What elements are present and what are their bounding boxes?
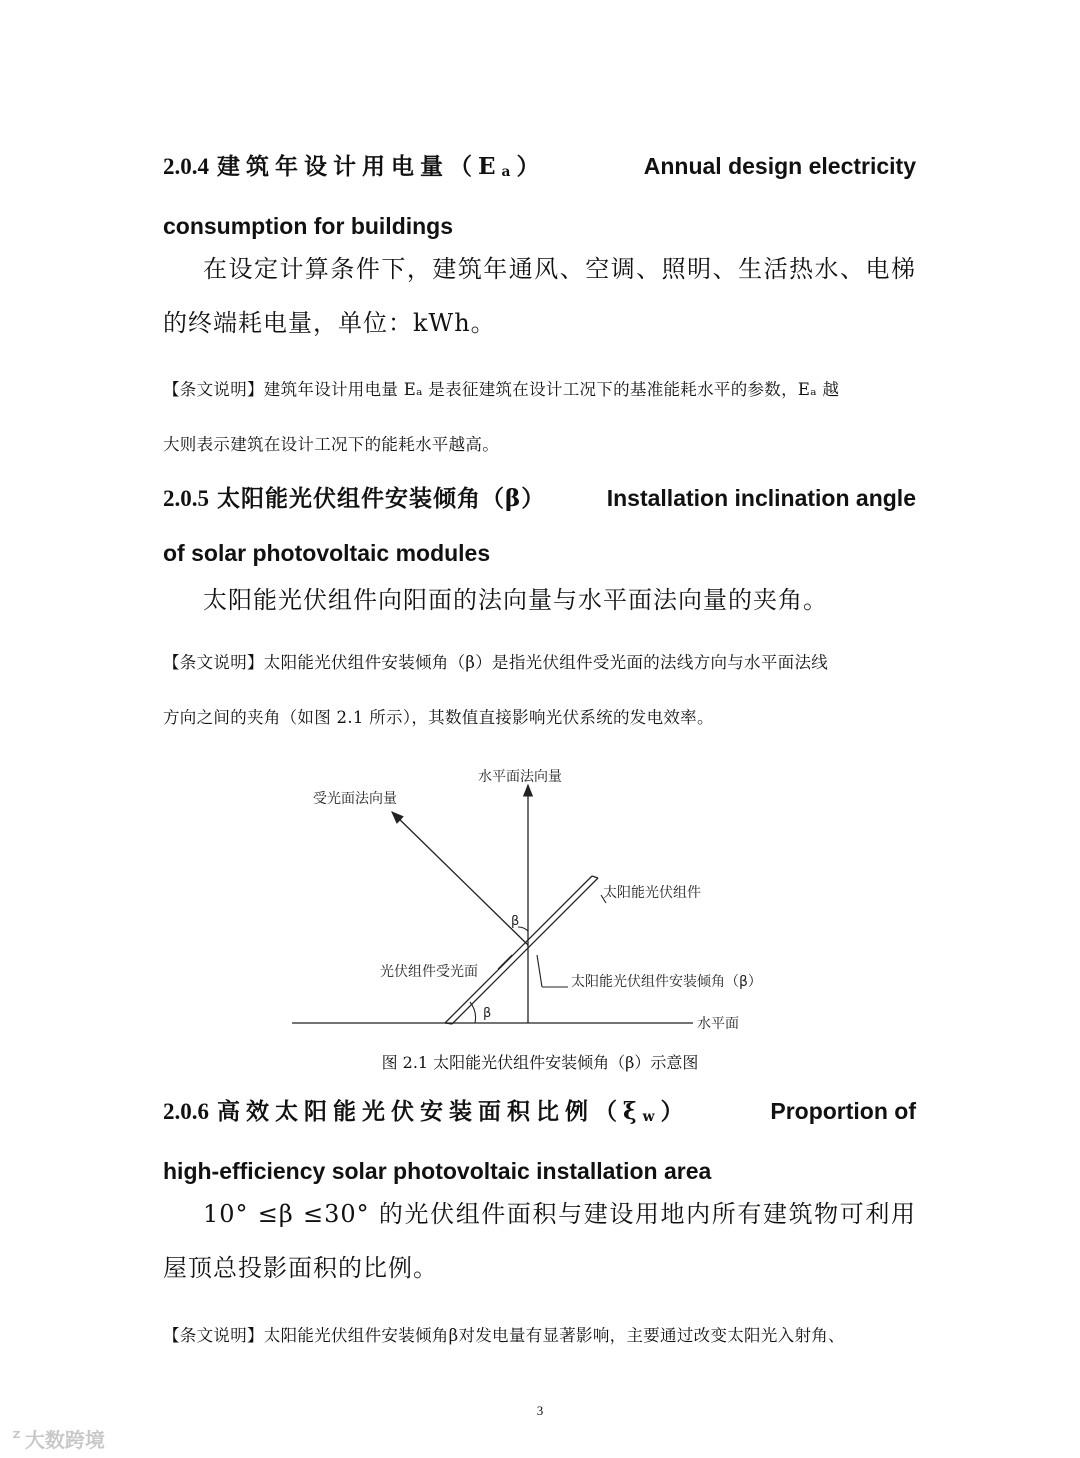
definition-2-0-4: 在设定计算条件下，建筑年通风、空调、照明、生活热水、电梯的终端耗电量，单位：kWh。 bbox=[163, 255, 916, 337]
label-horizontal-normal: 水平面法向量 bbox=[478, 769, 562, 785]
section-en-title-cont: high-efficiency solar photovoltaic installation area bbox=[163, 1158, 712, 1184]
page-number: 3 bbox=[536, 1403, 544, 1418]
note-line: 【条文说明】太阳能光伏组件安装倾角（β）是指光伏组件受光面的法线方向与水平面法线 bbox=[163, 653, 829, 672]
note-2-0-5 bbox=[163, 635, 923, 745]
note-2-0-4 bbox=[163, 362, 923, 472]
section-cn-title: 高效太阳能光伏安装面积比例$(\xi_w)$ bbox=[217, 1098, 690, 1125]
note-line: 【条文说明】建筑年设计用电量 Eₐ 是表征建筑在设计工况下的基准能耗水平的参数，Eₐ 越 bbox=[163, 380, 840, 399]
section-en-title: Annual design electricity bbox=[643, 153, 916, 179]
label-tilt-angle: 太阳能光伏组件安装倾角（β） bbox=[571, 974, 762, 990]
note-line: 方向之间的夹角（如图 2.1 所示），其数值直接影响光伏系统的发电效率。 bbox=[163, 708, 714, 727]
section-en-title: Installation inclination angle bbox=[606, 485, 916, 511]
beta-label-bottom: β bbox=[483, 1006, 492, 1021]
section-en-title-cont: consumption for buildings bbox=[163, 213, 454, 239]
pv-module-edge bbox=[452, 878, 598, 1024]
section-heading-2-0-6 bbox=[163, 1084, 916, 1198]
figure-caption: 图 2.1 太阳能光伏组件安装倾角（β）示意图 bbox=[381, 1053, 699, 1072]
definition-2-0-6: 10° ≤β ≤30° 的光伏组件面积与建设用地内所有建筑物可利用屋顶总投影面积的比例。 bbox=[163, 1200, 916, 1282]
section-number: 2.0.5 bbox=[163, 486, 209, 511]
section-heading-2-0-4 bbox=[163, 139, 916, 253]
tilt-angle-diagram bbox=[0, 755, 1080, 1045]
section-heading-2-0-5 bbox=[163, 471, 916, 580]
section-cn-title: 建筑年设计用电量$(E_a)$ bbox=[217, 153, 546, 180]
section-en-title-cont: of solar photovoltaic modules bbox=[163, 540, 491, 566]
label-horizontal-plane: 水平面 bbox=[697, 1016, 739, 1032]
label-receiving-surface: 光伏组件受光面 bbox=[380, 964, 478, 980]
beta-label-top: β bbox=[511, 914, 520, 929]
definition-2-0-5: 太阳能光伏组件向阳面的法向量与水平面法向量的夹角。 bbox=[203, 586, 828, 614]
beta-arc-top bbox=[518, 927, 528, 931]
section-number: 2.0.6 bbox=[163, 1099, 209, 1124]
receiving-normal-arrow bbox=[392, 812, 528, 945]
label-receiving-normal: 受光面法向量 bbox=[313, 791, 397, 807]
watermark-text: 大数跨境 bbox=[24, 1428, 105, 1452]
note-line: 【条文说明】太阳能光伏组件安装倾角β对发电量有显著影响，主要通过改变太阳光入射角、 bbox=[163, 1326, 845, 1345]
note-2-0-6 bbox=[163, 1308, 923, 1363]
section-cn-title: 太阳能光伏组件安装倾角（β） bbox=[217, 485, 546, 512]
label-pv-module: 太阳能光伏组件 bbox=[603, 885, 701, 901]
pv-module-edge bbox=[445, 876, 592, 1023]
section-en-title: Proportion of bbox=[770, 1098, 916, 1124]
watermark bbox=[12, 1424, 105, 1453]
note-line: 大则表示建筑在设计工况下的能耗水平越高。 bbox=[163, 435, 499, 454]
watermark-logo-icon: ᙆ bbox=[12, 1428, 21, 1449]
section-number: 2.0.4 bbox=[163, 154, 209, 179]
